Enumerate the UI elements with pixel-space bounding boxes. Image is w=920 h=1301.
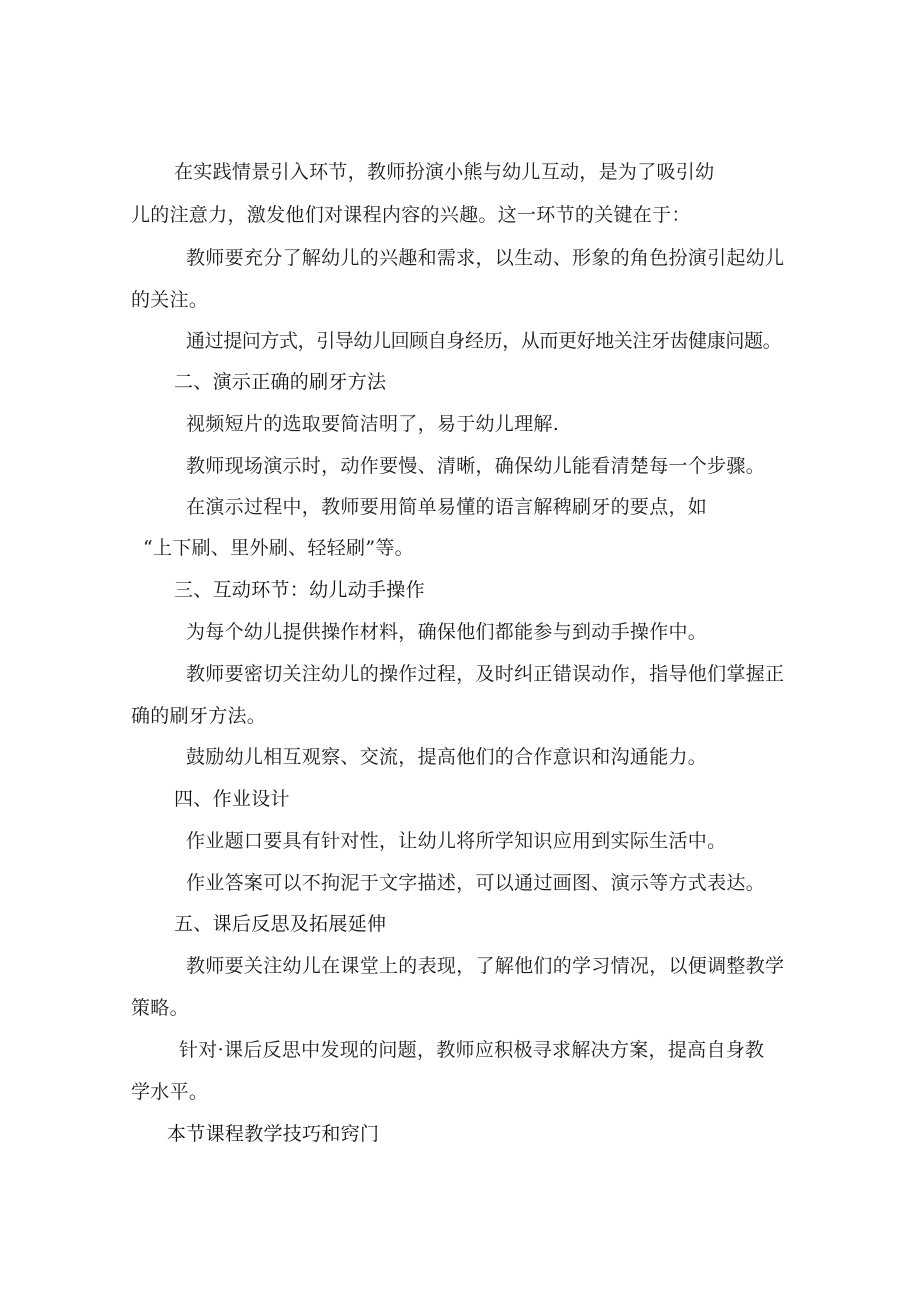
closing-heading: 本节课程教学技巧和窍门 bbox=[167, 1123, 380, 1145]
section-2-paragraph-3-line-2: “上下刷、里外刷、轻轻刷”等。 bbox=[143, 537, 414, 559]
section-3-paragraph-3: 鼓励幼儿相互观察、交流，提高他们的合作意识和沟通能力。 bbox=[186, 746, 708, 768]
section-2-heading: 二、演示正确的刷牙方法 bbox=[174, 371, 387, 393]
section-3-paragraph-2-line-1: 教师要密切关注幼儿的操作过程，及时纠正错误动作，指导他们掌握正 bbox=[186, 663, 785, 685]
section-5-paragraph-2-line-1: 针对·课后反思中发现的问题，教师应积极寻求解决方案，提高自身教 bbox=[179, 1039, 765, 1061]
section-2-paragraph-3-line-1: 在演示过程中，教师要用简单易懂的语言解稗刷牙的要点，如 bbox=[186, 496, 708, 518]
section-3-heading: 三、互动环节：幼儿动手操作 bbox=[174, 579, 425, 601]
section-4-paragraph-1: 作业题口要具有针对性，让幼儿将所学知识应用到实际生活中。 bbox=[186, 830, 727, 852]
section-5-paragraph-2-line-2: 学水平。 bbox=[131, 1081, 209, 1103]
intro-paragraph-2-line-1: 教师要充分了解幼儿的兴趣和需求，以生动、形象的角色扮演引起幼儿 bbox=[186, 247, 785, 269]
intro-paragraph-2-line-2: 的关注。 bbox=[131, 289, 209, 311]
section-4-heading: 四、作业设计 bbox=[174, 788, 290, 810]
intro-paragraph-1-line-1: 在实践情景引入环节，教师扮演小熊与幼儿互动，是为了吸引幼 bbox=[174, 161, 715, 183]
section-2-paragraph-1: 视频短片的选取要简洁明了，易于幼儿理解. bbox=[186, 413, 560, 435]
section-4-paragraph-2: 作业答案可以不拘泥于文字描述，可以通过画图、演示等方式表达。 bbox=[186, 872, 766, 894]
intro-paragraph-1-line-2: 儿的注意力，激发他们对课程内容的兴趣。这一环节的关键在于： bbox=[131, 204, 691, 226]
section-3-paragraph-1: 为每个幼儿提供操作材料，确保他们都能参与到动手操作中。 bbox=[186, 621, 708, 643]
section-3-paragraph-2-line-2: 确的刷牙方法。 bbox=[131, 705, 267, 727]
intro-paragraph-3: 通过提问方式，引导幼儿回顾自身经历，从而更好地关注牙齿健康问题。 bbox=[186, 330, 782, 352]
section-5-paragraph-1-line-2: 策略。 bbox=[131, 997, 189, 1019]
section-5-heading: 五、课后反思及拓展延伸 bbox=[174, 913, 387, 935]
section-2-paragraph-2: 教师现场演示时，动作要慢、清晰，确保幼儿能看清楚每一个步骤。 bbox=[186, 455, 766, 477]
section-5-paragraph-1-line-1: 教师要关注幼儿在课堂上的表现，了解他们的学习情况，以便调整教学 bbox=[186, 955, 785, 977]
